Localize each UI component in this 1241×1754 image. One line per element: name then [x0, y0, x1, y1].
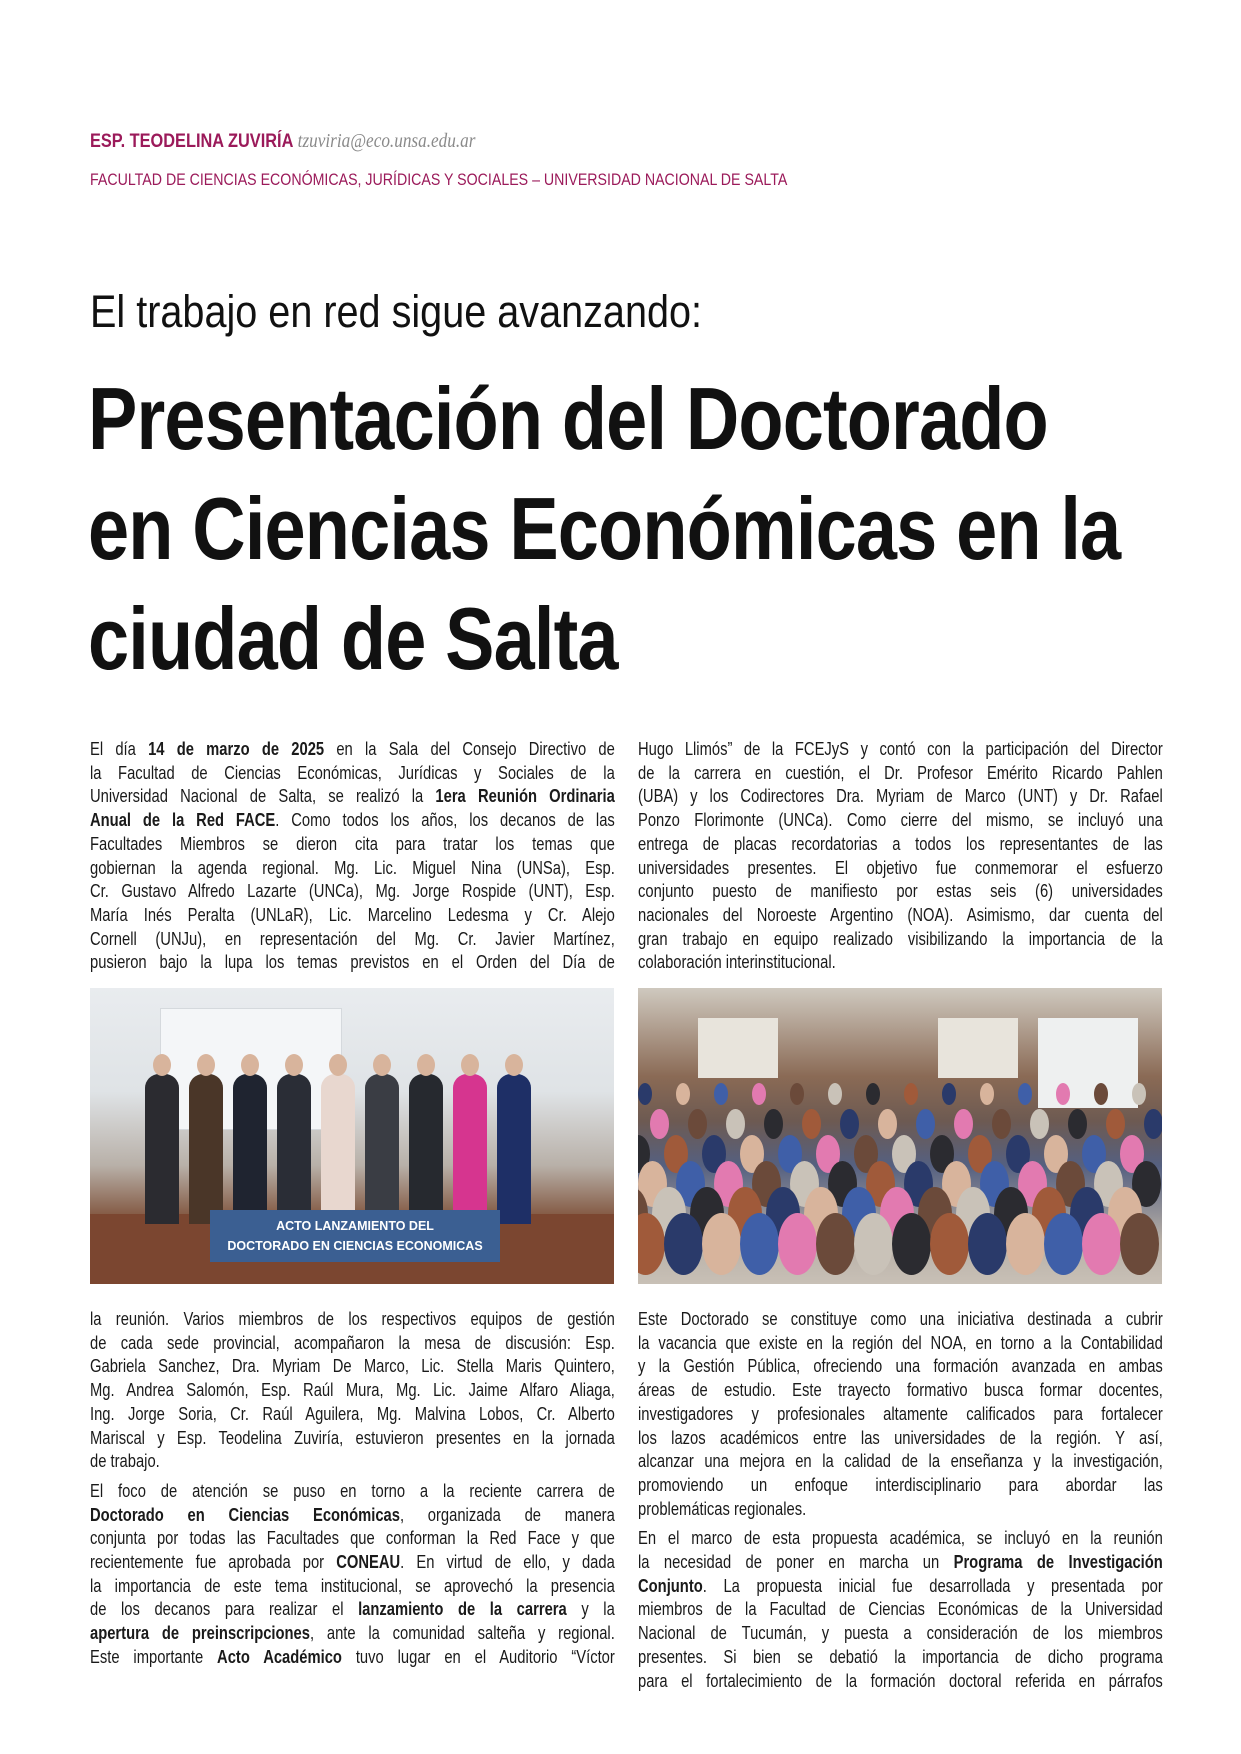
article-subtitle: El trabajo en red sigue avanzando:: [90, 286, 703, 337]
audience-member: [992, 1109, 1011, 1139]
text-line: Universidad Nacional de Salta, se realizó la 1era Reunión Ordinaria: [90, 786, 615, 807]
author-line: [90, 130, 475, 153]
caption-line: DOCTORADO EN CIENCIAS ECONOMICAS: [227, 1239, 483, 1253]
audience-member: [1018, 1083, 1032, 1105]
text-line: Gabriela Sanchez, Dra. Myriam De Marco, Lic. Stella Maris Quintero,: [90, 1356, 615, 1377]
paragraph: [90, 1480, 615, 1670]
text-line: y la Gestión Pública, ofreciendo una formación avanzada en ambas: [638, 1356, 1163, 1377]
text-line: entrega de placas recordatorias a todos los representantes de las: [638, 833, 1163, 854]
text-line: investigadores y profesionales altamente calificados para fortalecer: [638, 1403, 1163, 1424]
text-line: de los decanos para realizar el lanzamiento de la carrera y la: [90, 1599, 615, 1620]
bold-text: 1era Reunión Ordinaria: [435, 786, 615, 807]
audience-member: [1120, 1213, 1159, 1275]
audience-member: [878, 1109, 897, 1139]
audience-member: [676, 1083, 690, 1105]
person-head: [153, 1054, 171, 1076]
person-head: [241, 1054, 259, 1076]
audience-member: [904, 1083, 918, 1105]
audience-member: [1106, 1109, 1125, 1139]
text-line: áreas de estudio. Este trayecto formativo busca formar docentes,: [638, 1380, 1163, 1401]
text-line: de trabajo.: [90, 1451, 160, 1472]
paragraph: [638, 1308, 1163, 1521]
person-figure: [321, 1074, 355, 1224]
person-figure: [189, 1074, 223, 1224]
text-line: gobiernan la agenda regional. Mg. Lic. Miguel Nina (UNSa), Esp.: [90, 857, 615, 878]
text-line: colaboración interinstitucional.: [638, 952, 836, 973]
bold-text: Doctorado en Ciencias Económicas: [90, 1504, 400, 1525]
audience-member: [916, 1109, 935, 1139]
person-figure: [453, 1074, 487, 1224]
title-line: Presentación del Doctorado: [88, 369, 1048, 468]
person-figure: [365, 1074, 399, 1224]
person-figure: [145, 1074, 179, 1224]
title-line: en Ciencias Económicas en la: [88, 479, 1121, 578]
text-line: la vacancia que existe en la región del NOA, en torno a la Contabilidad: [638, 1332, 1163, 1353]
text-line: El día 14 de marzo de 2025 en la Sala del Consejo Directivo de: [90, 739, 615, 759]
paragraph: [90, 1308, 615, 1474]
paragraph: [638, 738, 1163, 975]
article-title: [88, 364, 1120, 694]
audience-member: [816, 1213, 855, 1275]
person-head: [417, 1054, 435, 1076]
audience-member: [1030, 1109, 1049, 1139]
text-line: Conjunto. La propuesta inicial fue desarrollada y presentada por: [638, 1575, 1163, 1596]
bold-text: Acto Académico: [217, 1646, 342, 1667]
text-line: miembros de la Facultad de Ciencias Económicas de la Universidad: [638, 1599, 1163, 1620]
text-line: María Inés Peralta (UNLaR), Lic. Marcelino Ledesma y Cr. Alejo: [90, 904, 615, 925]
text-line: Hugo Llimós” de la FCEJyS y contó con la participación del Director: [638, 739, 1163, 759]
text-line: de cada sede provincial, acompañaron la mesa de discusión: Esp.: [90, 1332, 615, 1353]
text-line: nacionales del Noroeste Argentino (NOA). Asimismo, dar cuenta del: [638, 904, 1163, 925]
caption-line: ACTO LANZAMIENTO DEL: [276, 1219, 434, 1233]
audience-member: [778, 1213, 817, 1275]
text-line: conjunta por todas las Facultades que conforman la Red Face y que: [90, 1528, 615, 1549]
text-line: Este importante Acto Académico tuvo lugar en el Auditorio “Víctor: [90, 1646, 615, 1667]
text-line: pusieron bajo la lupa los temas previstos en el Orden del Día de: [90, 952, 615, 973]
bold-text: Programa de Investigación: [953, 1552, 1163, 1573]
photo-award-ceremony: [90, 988, 614, 1284]
paragraph: [638, 1527, 1163, 1693]
bold-text: Anual de la Red FACE: [90, 810, 276, 831]
audience-member: [980, 1083, 994, 1105]
person-figure: [233, 1074, 267, 1224]
person-head: [197, 1054, 215, 1076]
audience-member: [764, 1109, 783, 1139]
audience-member: [714, 1083, 728, 1105]
text-line: recientemente fue aprobada por CONEAU. En virtud de ello, y dada: [90, 1552, 615, 1573]
text-line: En el marco de esta propuesta académica, se incluyó en la reunión: [638, 1528, 1163, 1549]
audience-member: [1082, 1213, 1121, 1275]
body-column-left-top: [90, 738, 615, 981]
audience-member: [854, 1213, 893, 1275]
text-line: Facultades Miembros se dieron cita para tratar los temas que: [90, 833, 615, 854]
title-line: ciudad de Salta: [88, 589, 618, 688]
audience-member: [802, 1109, 821, 1139]
text-line: Cornell (UNJu), en representación del Mg. Cr. Javier Martínez,: [90, 928, 615, 949]
person-figure: [497, 1074, 531, 1224]
audience-member: [892, 1213, 931, 1275]
text-line: la importancia de este tema institucional, se aprovechó la presencia: [90, 1575, 615, 1596]
audience-member: [664, 1213, 703, 1275]
audience-member: [638, 1083, 652, 1105]
text-line: los lazos académicos entre las universidades de la región. Y así,: [638, 1427, 1163, 1448]
text-line: la reunión. Varios miembros de los respectivos equipos de gestión: [90, 1309, 615, 1329]
text-line: Anual de la Red FACE. Como todos los años, los decanos de las: [90, 810, 615, 831]
photo-audience: [638, 988, 1162, 1284]
person-head: [461, 1054, 479, 1076]
audience-member: [1006, 1213, 1045, 1275]
text-line: Cr. Gustavo Alfredo Lazarte (UNCa), Mg. Jorge Rospide (UNT), Esp.: [90, 881, 615, 902]
text-line: problemáticas regionales.: [638, 1498, 807, 1519]
audience-member: [726, 1109, 745, 1139]
audience-member: [942, 1083, 956, 1105]
text-line: presentes. Si bien se debatió la importancia de dicho programa: [638, 1646, 1163, 1667]
audience-member: [1144, 1109, 1162, 1139]
text-line: El foco de atención se puso en torno a la reciente carrera de: [90, 1480, 615, 1501]
audience-member: [930, 1213, 969, 1275]
window: [1038, 1018, 1138, 1108]
text-line: Este Doctorado se constituye como una iniciativa destinada a cubrir: [638, 1309, 1163, 1329]
person-head: [373, 1054, 391, 1076]
text-line: la necesidad de poner en marcha un Programa de Investigación: [638, 1552, 1163, 1573]
audience-member: [752, 1083, 766, 1105]
author-email[interactable]: tzuviria@eco.unsa.edu.ar: [297, 130, 476, 152]
bold-text: CONEAU: [336, 1552, 401, 1573]
text-line: apertura de preinscripciones, ante la comunidad salteña y regional.: [90, 1623, 615, 1644]
text-line: Ing. Jorge Soria, Cr. Raúl Aguilera, Mg. Malvina Lobos, Cr. Alberto: [90, 1403, 615, 1424]
text-line: Doctorado en Ciencias Económicas, organizada de manera: [90, 1504, 615, 1525]
person-head: [285, 1054, 303, 1076]
faculty-affiliation: FACULTAD DE CIENCIAS ECONÓMICAS, JURÍDICAS Y SOCIALES – UNIVERSIDAD NACIONAL DE SALTA: [90, 171, 788, 189]
text-line: para el fortalecimiento de la formación doctoral referida en párrafos: [638, 1670, 1163, 1691]
audience-member: [740, 1213, 779, 1275]
text-line: Mariscal y Esp. Teodelina Zuviría, estuvieron presentes en la jornada: [90, 1427, 615, 1448]
audience-member: [954, 1109, 973, 1139]
text-line: la Facultad de Ciencias Económicas, Jurídicas y Sociales de la: [90, 762, 615, 783]
text-line: promoviendo un enfoque interdisciplinario para abordar las: [638, 1474, 1163, 1495]
bold-text: Conjunto: [638, 1575, 703, 1596]
audience-member: [1068, 1109, 1087, 1139]
audience-member: [688, 1109, 707, 1139]
text-line: alcanzar una mejora en la calidad de la enseñanza y la investigación,: [638, 1451, 1163, 1472]
text-line: conjunto puesto de manifiesto por estas seis (6) universidades: [638, 881, 1163, 902]
person-figure: [409, 1074, 443, 1224]
audience-member: [790, 1083, 804, 1105]
photo-caption-banner: [210, 1210, 500, 1262]
text-line: de la carrera en cuestión, el Dr. Profesor Emérito Ricardo Pahlen: [638, 762, 1163, 783]
audience-member: [650, 1109, 669, 1139]
audience-member: [702, 1213, 741, 1275]
text-line: universidades presentes. El objetivo fue conmemorar el esfuerzo: [638, 857, 1163, 878]
text-line: (UBA) y los Codirectores Dra. Myriam de Marco (UNT) y Dr. Rafael: [638, 786, 1163, 807]
audience-member: [828, 1083, 842, 1105]
body-column-right-bottom: [638, 1308, 1163, 1699]
text-line: Ponzo Florimonte (UNCa). Como cierre del mismo, se incluyó una: [638, 810, 1163, 831]
audience-member: [968, 1213, 1007, 1275]
audience-member: [866, 1083, 880, 1105]
person-figure: [277, 1074, 311, 1224]
paragraph: [90, 738, 615, 975]
person-head: [505, 1054, 523, 1076]
person-head: [329, 1054, 347, 1076]
bold-text: lanzamiento de la carrera: [358, 1599, 567, 1620]
author-name: ESP. TEODELINA ZUVIRÍA: [90, 131, 294, 152]
audience-member: [1044, 1213, 1083, 1275]
audience-member: [840, 1109, 859, 1139]
bold-text: apertura de preinscripciones: [90, 1623, 310, 1644]
window: [698, 1018, 778, 1078]
text-line: Nacional de Tucumán, y puesta a consideración de los miembros: [638, 1623, 1163, 1644]
window: [938, 1018, 1018, 1078]
body-column-left-bottom: [90, 1308, 615, 1676]
bold-text: 14 de marzo de 2025: [148, 739, 325, 759]
text-line: Mg. Andrea Salomón, Esp. Raúl Mura, Mg. Lic. Jaime Alfaro Aliaga,: [90, 1380, 615, 1401]
audience-member: [1132, 1083, 1146, 1105]
text-line: gran trabajo en equipo realizado visibilizando la importancia de la: [638, 928, 1163, 949]
body-column-right-top: [638, 738, 1163, 981]
